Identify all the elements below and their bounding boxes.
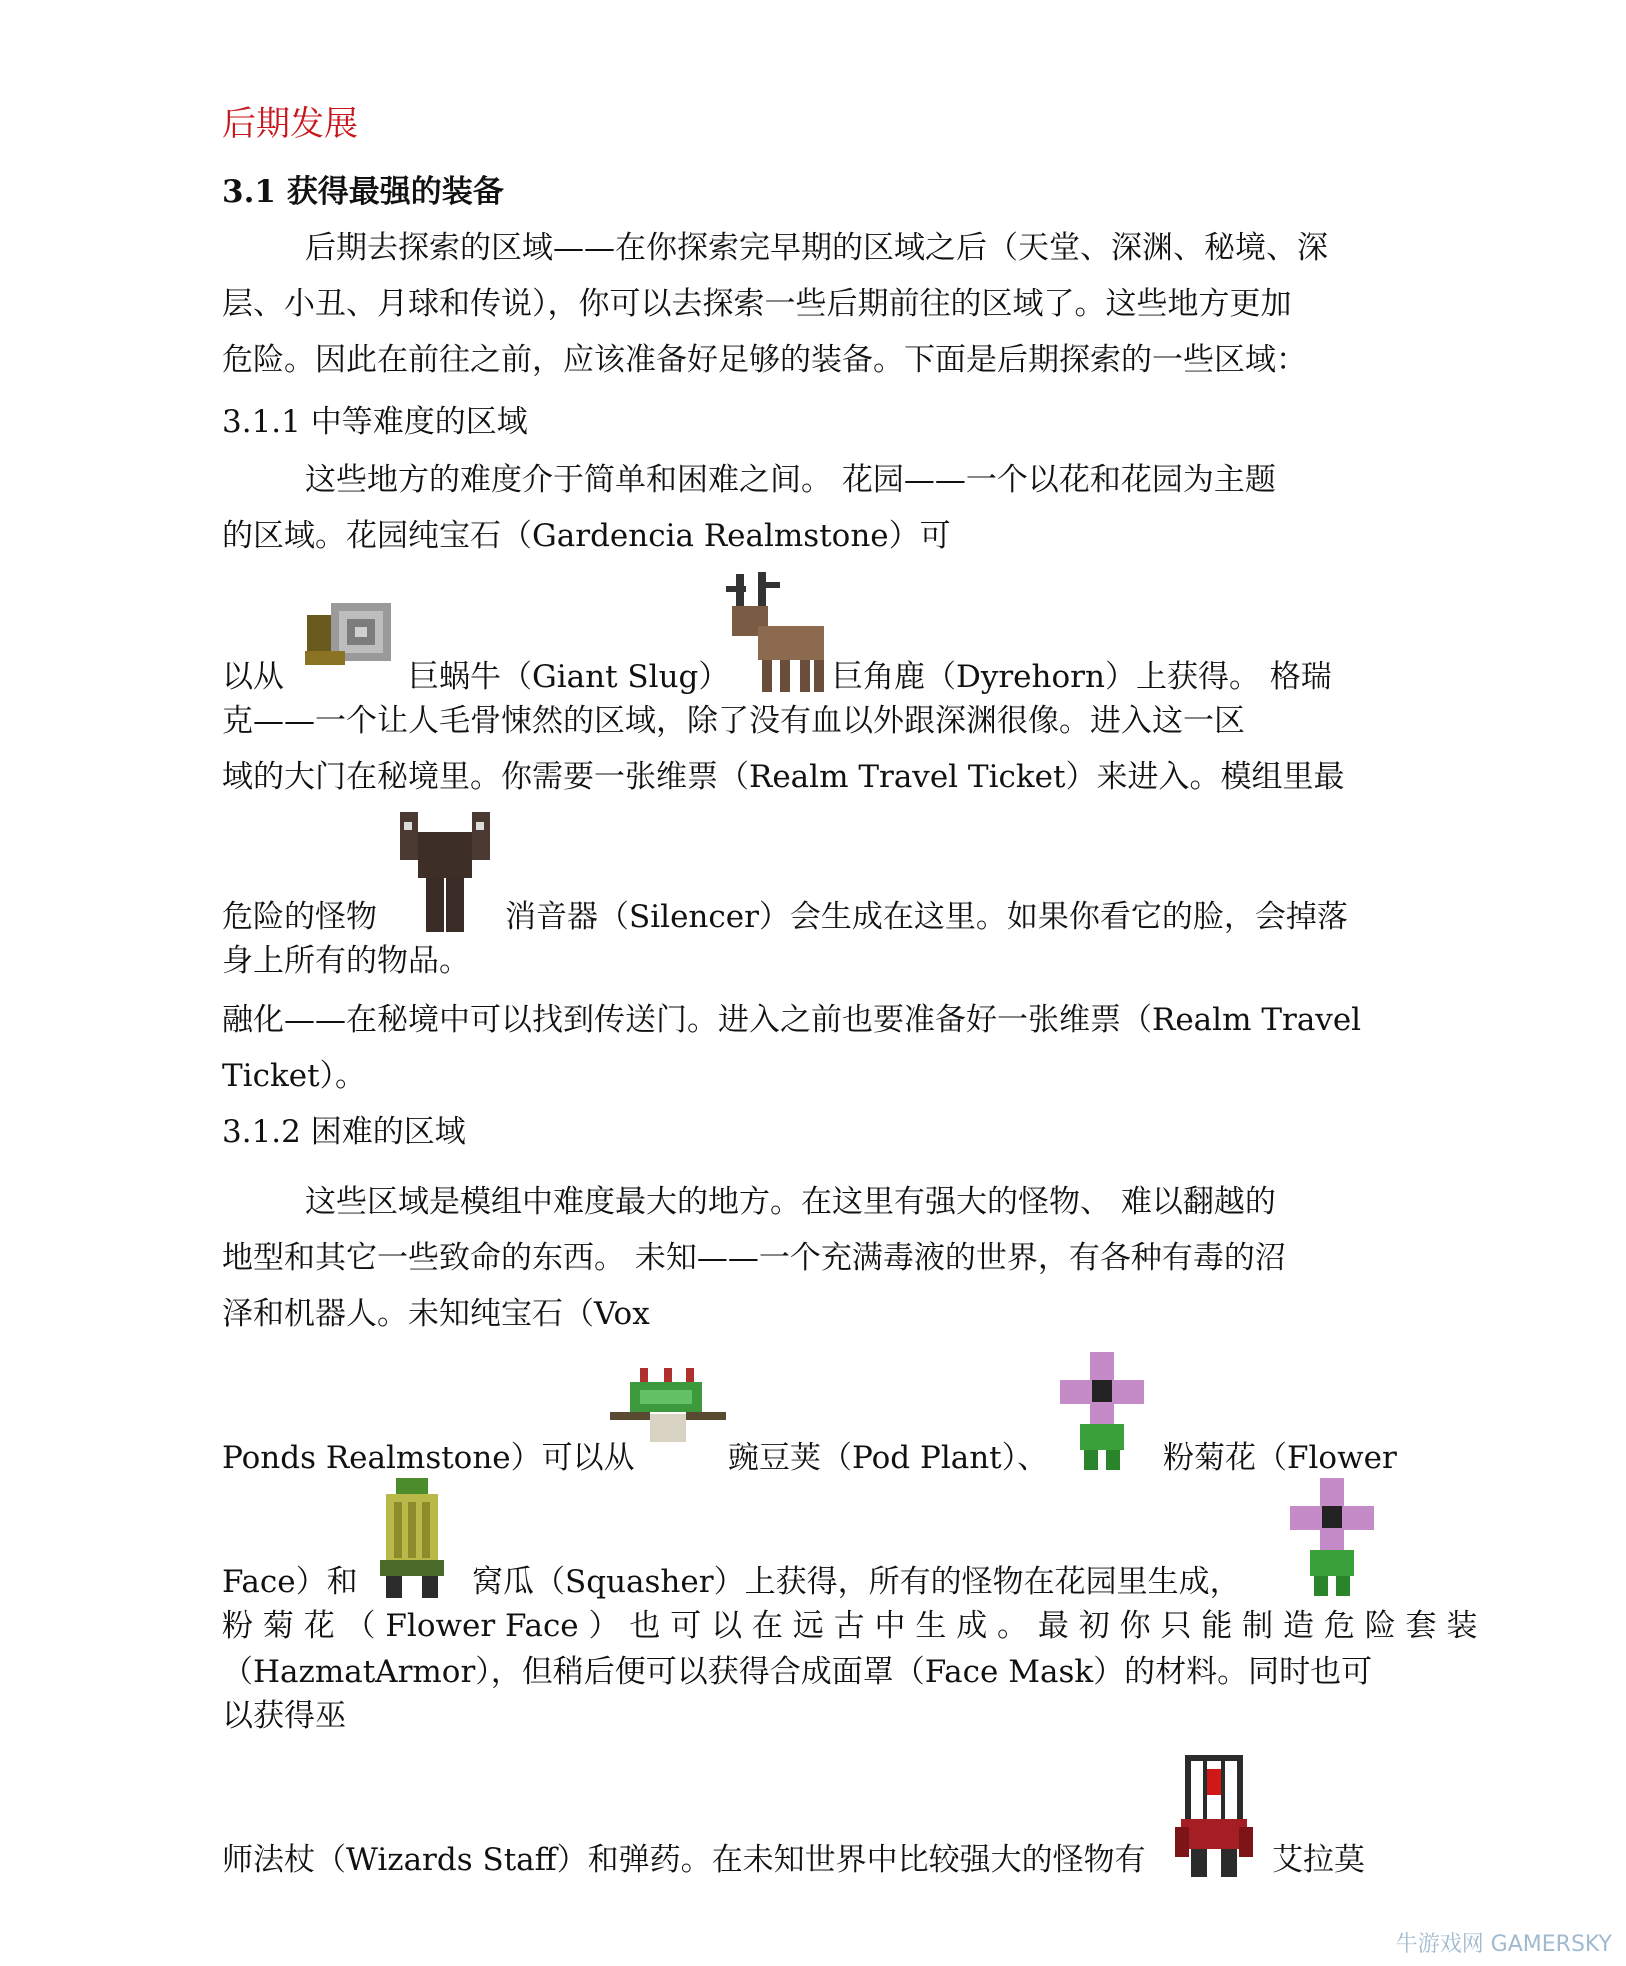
text-line: 豌豆荚（Pod Plant）、 <box>728 1440 1049 1476</box>
dyrehorn-sprite <box>718 572 830 696</box>
text-line: 消音器（Silencer）会生成在这里。如果你看它的脸，会掉落 <box>505 899 1348 935</box>
text-line: （HazmatArmor），但稍后便可以获得合成面罩（Face Mask）的材料。同时也可 <box>222 1654 1373 1690</box>
text-line: 粉菊花（Flower <box>1163 1440 1397 1476</box>
text-line: 身上所有的物品。 <box>222 943 470 979</box>
text-line: 窝瓜（Squasher）上获得，所有的怪物在花园里生成， <box>472 1564 1241 1600</box>
text-line: 巨角鹿（Dyrehorn）上获得。 格瑞 <box>832 659 1332 695</box>
flower-face-sprite-2 <box>1290 1478 1374 1596</box>
text-line: 层、小丑、月球和传说），你可以去探索一些后期前往的区域了。这些地方更加 <box>222 286 1292 322</box>
text-line: 的区域。花园纯宝石（Gardencia Realmstone）可 <box>222 518 951 554</box>
giant-slug-sprite <box>305 595 393 667</box>
silencer-sprite <box>400 812 494 934</box>
text-line: 这些区域是模组中难度最大的地方。在这里有强大的怪物、 难以翻越的 <box>305 1184 1276 1220</box>
subsection-title: 3.1.1 中等难度的区域 <box>222 404 528 440</box>
text-line: 以从 <box>222 659 284 695</box>
text-line: 粉 菊 花 （ Flower Face ） 也 可 以 在 远 古 中 生 成 。 最 初 你 只 能 制 造 危 险 套 装 <box>222 1608 1478 1644</box>
page-heading: 后期发展 <box>222 104 358 144</box>
section-title: 3.1 获得最强的装备 <box>222 174 504 210</box>
text-line: 危险的怪物 <box>222 899 377 935</box>
text-line: 后期去探索的区域——在你探索完早期的区域之后（天堂、深渊、秘境、深 <box>305 230 1328 266</box>
text-line: Face）和 <box>222 1564 358 1600</box>
text-line: Ponds Realmstone）可以从 <box>222 1440 635 1476</box>
site-watermark: 牛游戏网 GAMERSKY <box>1395 1932 1612 1957</box>
text-line: 巨蜗牛（Giant Slug） <box>408 659 730 695</box>
text-line: 域的大门在秘境里。你需要一张维票（Realm Travel Ticket）来进入。模组里最 <box>222 759 1345 795</box>
text-line: Ticket）。 <box>222 1058 367 1094</box>
squasher-sprite <box>374 1478 450 1598</box>
text-line: 融化——在秘境中可以找到传送门。进入之前也要准备好一张维票（Realm Travel <box>222 1002 1362 1038</box>
text-line: 艾拉莫 <box>1272 1842 1365 1878</box>
text-line: 危险。因此在前往之前，应该准备好足够的装备。下面是后期探索的一些区域： <box>222 342 1307 378</box>
text-line: 师法杖（Wizards Staff）和弹药。在未知世界中比较强大的怪物有 <box>222 1842 1146 1878</box>
text-line: 克——一个让人毛骨悚然的区域，除了没有血以外跟深渊很像。进入这一区 <box>222 703 1245 739</box>
text-line: 这些地方的难度介于简单和困难之间。 花园——一个以花和花园为主题 <box>305 462 1276 498</box>
text-line: 泽和机器人。未知纯宝石（Vox <box>222 1296 650 1332</box>
subsection-title: 3.1.2 困难的区域 <box>222 1114 466 1150</box>
text-line: 地型和其它一些致命的东西。 未知——一个充满毒液的世界，有各种有毒的沼 <box>222 1240 1286 1276</box>
caged-monster-sprite <box>1175 1755 1253 1877</box>
flower-face-sprite <box>1060 1352 1144 1470</box>
text-line: 以获得巫 <box>222 1698 346 1734</box>
